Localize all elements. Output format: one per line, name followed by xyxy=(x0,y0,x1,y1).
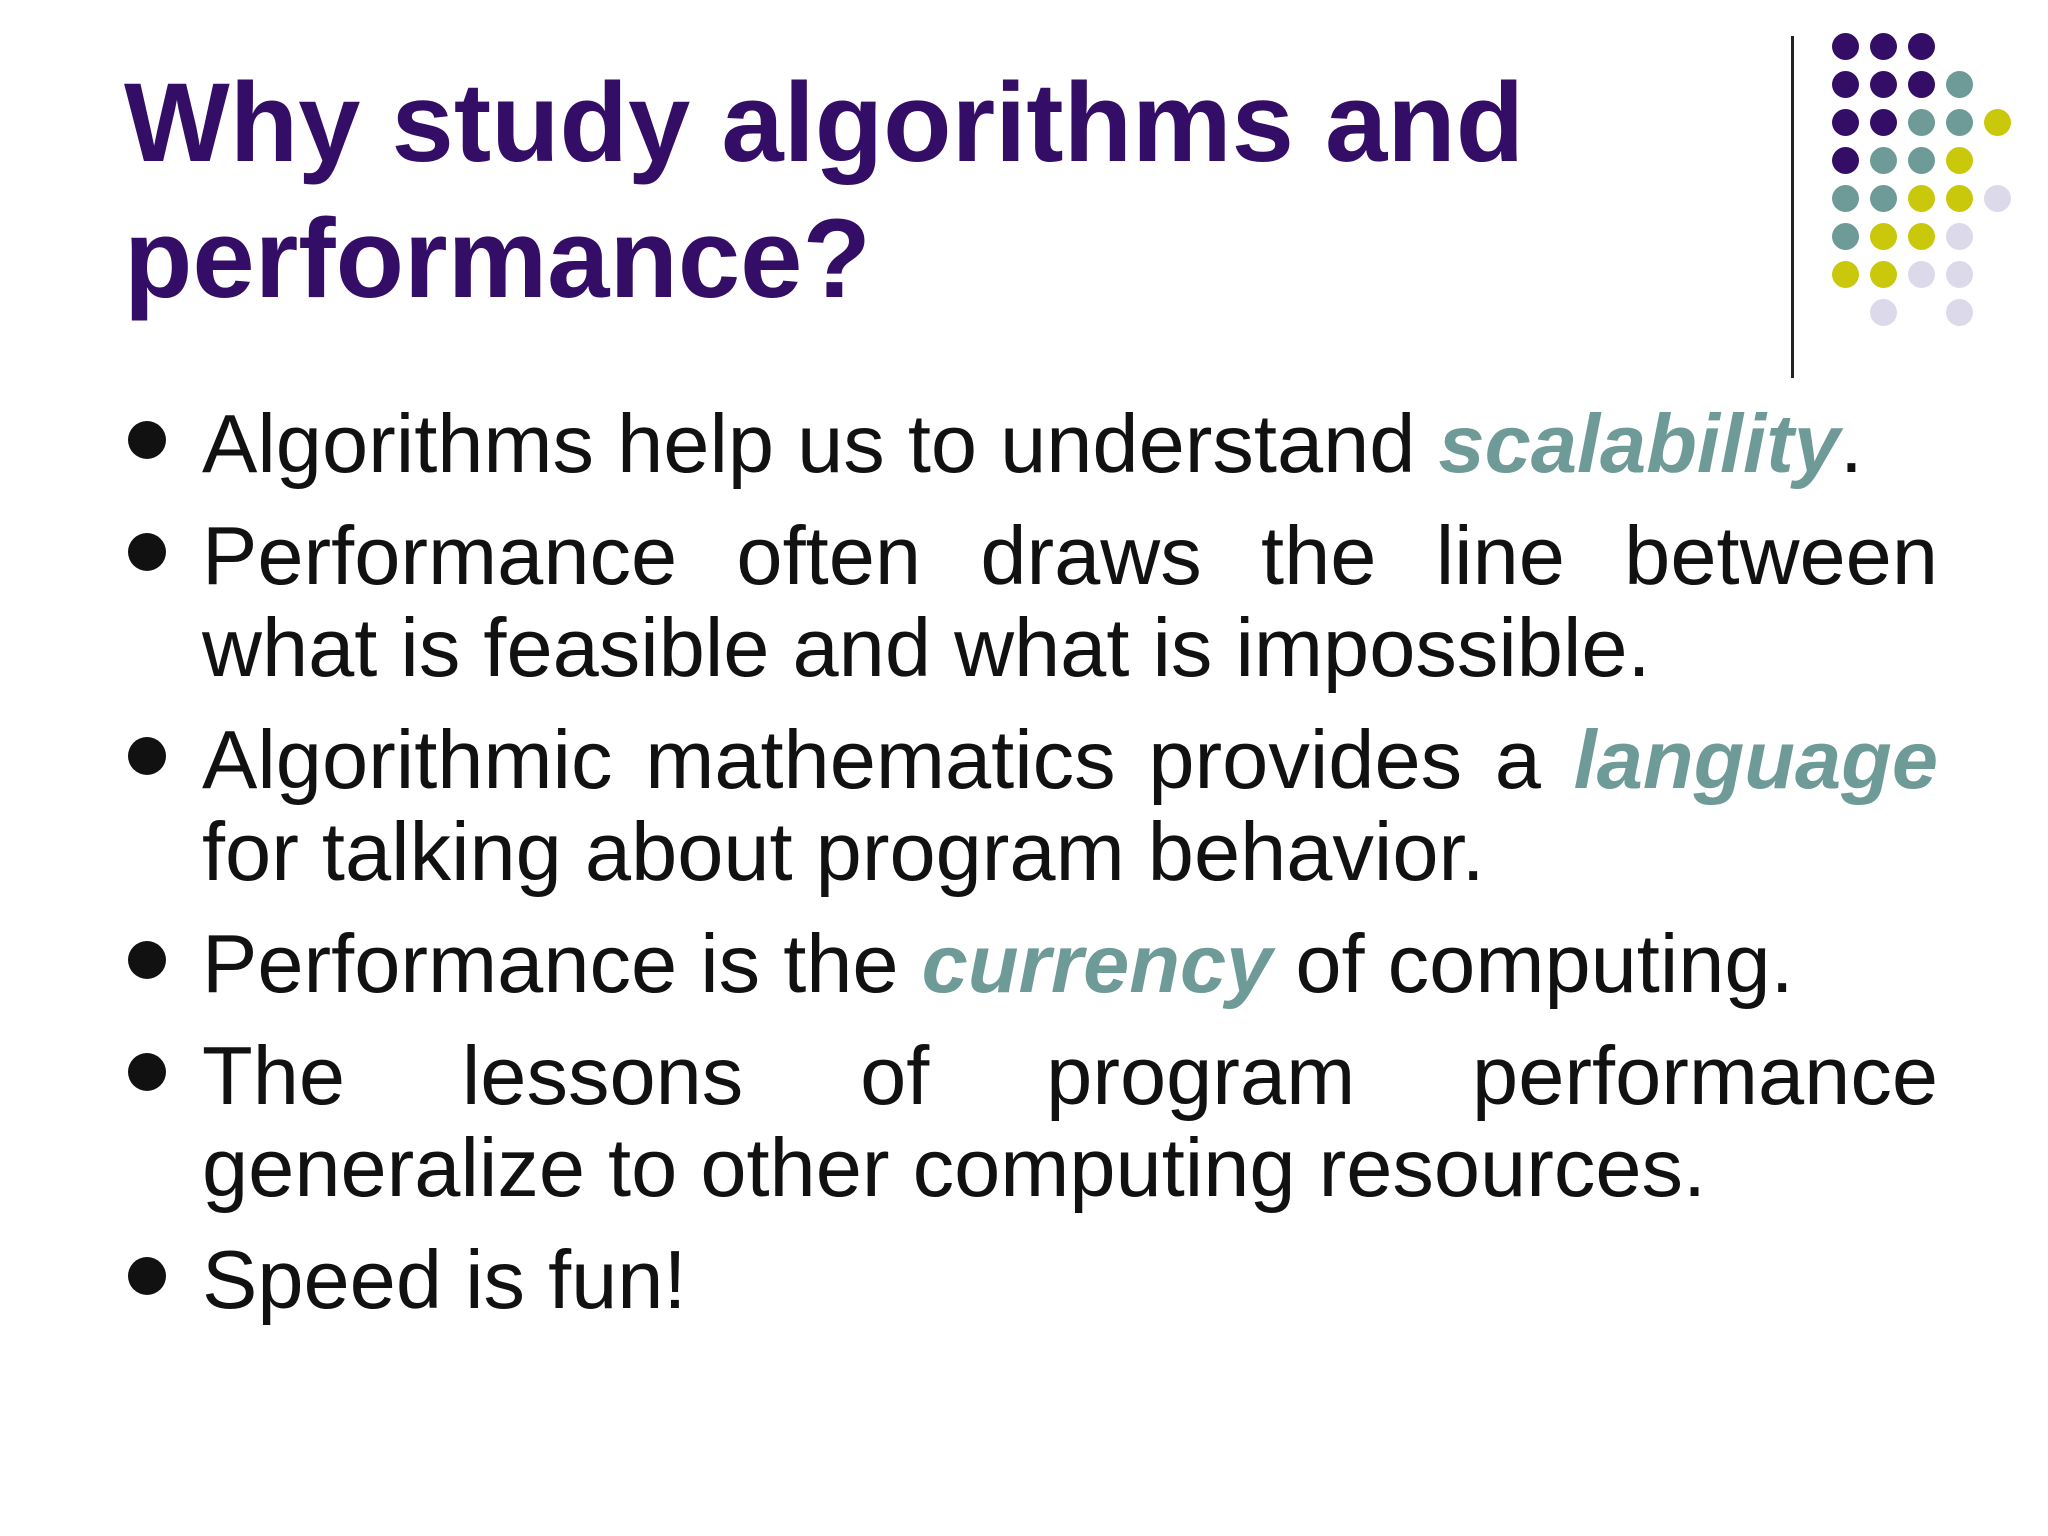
bullet-item xyxy=(128,714,1938,898)
decorative-dot xyxy=(1946,185,1973,212)
decorative-dot xyxy=(1946,299,1973,326)
bullet-list xyxy=(128,398,1938,1346)
bullet-emphasis: currency xyxy=(921,917,1273,1010)
decorative-dot xyxy=(1984,185,2011,212)
decorative-dot xyxy=(1946,109,1973,136)
bullet-text: Performance often draws the line between what is feasible and what is impossible. xyxy=(202,509,1938,694)
decorative-dot xyxy=(1870,147,1897,174)
decorative-dot xyxy=(1832,185,1859,212)
bullet-icon xyxy=(128,941,166,979)
bullet-text: Performance is the xyxy=(202,917,922,1010)
decorative-dot xyxy=(1832,109,1859,136)
decorative-dot xyxy=(1908,71,1935,98)
bullet-item xyxy=(128,918,1938,1010)
title-divider-line xyxy=(1791,36,1794,378)
decorative-dot xyxy=(1908,261,1935,288)
bullet-icon xyxy=(128,1053,166,1091)
bullet-text: Speed is fun! xyxy=(202,1233,687,1326)
decorative-dot xyxy=(1832,147,1859,174)
bullet-icon xyxy=(128,1257,166,1295)
bullet-item xyxy=(128,1234,1938,1326)
decorative-dot xyxy=(1908,109,1935,136)
bullet-icon xyxy=(128,421,166,459)
decorative-dot xyxy=(1870,33,1897,60)
decorative-dot xyxy=(1908,33,1935,60)
bullet-item xyxy=(128,398,1938,490)
bullet-text: Algorithms help us to understand xyxy=(202,397,1439,490)
decorative-dot xyxy=(1870,223,1897,250)
bullet-icon xyxy=(128,533,166,571)
bullet-emphasis: language xyxy=(1573,713,1938,806)
bullet-icon xyxy=(128,737,166,775)
decorative-dot xyxy=(1870,71,1897,98)
decorative-dot xyxy=(1946,261,1973,288)
slide-title: Why study algorithms and performance? xyxy=(124,60,1525,321)
bullet-text-end: . xyxy=(1839,397,1863,490)
decorative-dot xyxy=(1870,299,1897,326)
decorative-dot xyxy=(1908,147,1935,174)
decorative-dot xyxy=(1870,261,1897,288)
bullet-text-end: for talking about program behavior. xyxy=(202,805,1485,898)
decorative-dot xyxy=(1946,147,1973,174)
bullet-item xyxy=(128,1030,1938,1214)
decorative-dot-grid xyxy=(1832,33,2022,333)
decorative-dot xyxy=(1832,261,1859,288)
decorative-dot xyxy=(1870,185,1897,212)
decorative-dot xyxy=(1832,71,1859,98)
decorative-dot xyxy=(1832,33,1859,60)
bullet-emphasis: scalability xyxy=(1438,397,1840,490)
decorative-dot xyxy=(1870,109,1897,136)
bullet-item xyxy=(128,510,1938,694)
decorative-dot xyxy=(1832,223,1859,250)
bullet-text-end: of computing. xyxy=(1272,917,1794,1010)
decorative-dot xyxy=(1908,223,1935,250)
decorative-dot xyxy=(1984,109,2011,136)
bullet-text: The lessons of program performance generalize to other computing resources. xyxy=(202,1029,1938,1214)
decorative-dot xyxy=(1946,71,1973,98)
bullet-text: Algorithmic mathematics provides a xyxy=(202,713,1574,806)
decorative-dot xyxy=(1908,185,1935,212)
decorative-dot xyxy=(1946,223,1973,250)
